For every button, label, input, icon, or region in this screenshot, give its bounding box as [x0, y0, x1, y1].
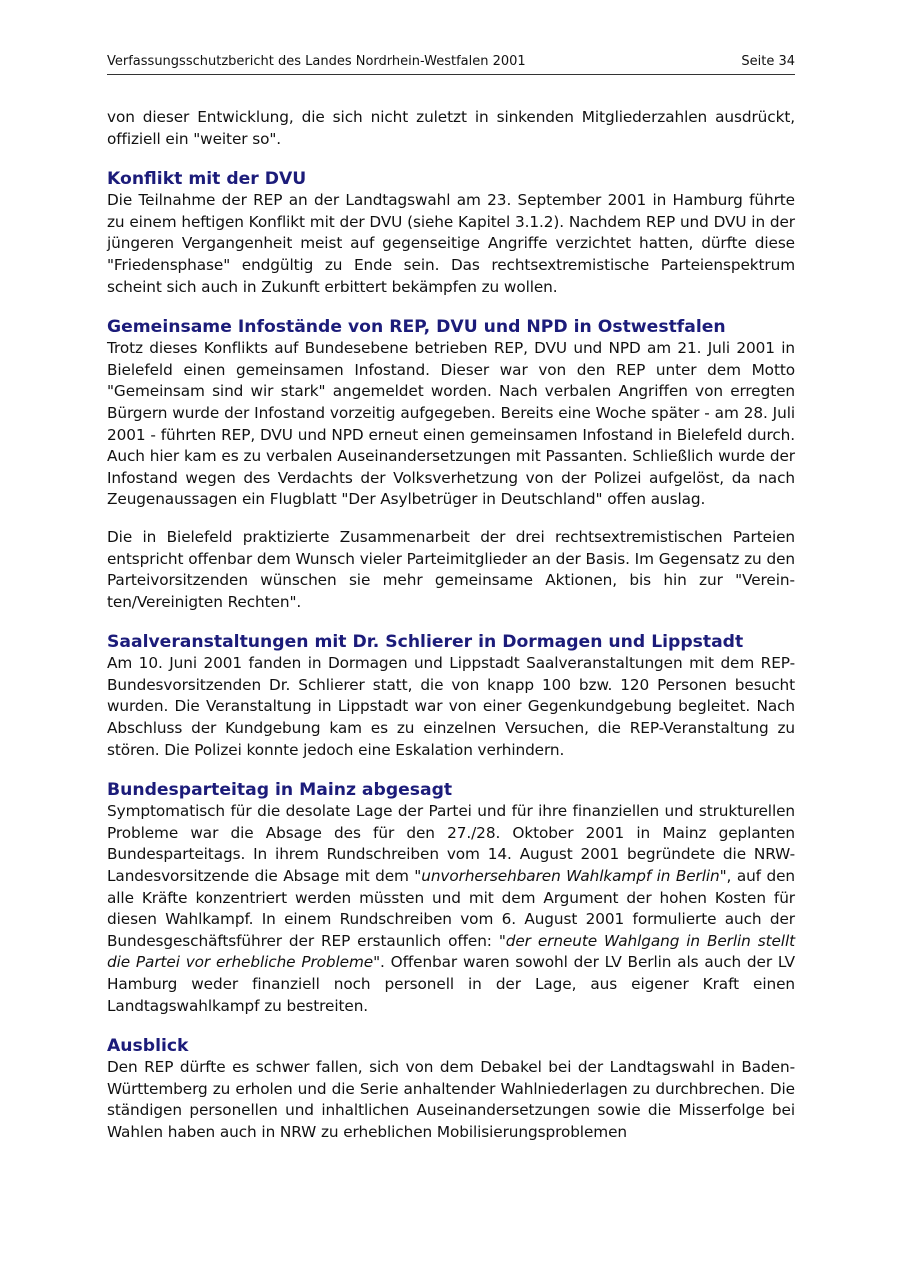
page-number: Seite 34 — [741, 54, 795, 69]
section-paragraph: Am 10. Juni 2001 fanden in Dormagen und Lippstadt Saalveranstaltungen mit dem REP-Bundesvorsitzenden Dr. Schlierer statt, die von knapp 100 bzw. 120 Personen besucht wurden. Die Veranstaltung in Lippstadt war von einer Gegenkundgebung begleitet. Nach Abschluss der Kundgebung kam es zu einzelnen Versuchen, die REP-Veranstaltung zu stören. Die Polizei konnte jedoch eine Eskalation verhindern. — [107, 654, 795, 759]
section-paragraph: Die Teilnahme der REP an der Landtagswahl am 23. September 2001 in Hamburg führte zu einem heftigen Konflikt mit der DVU (siehe Kapitel 3.1.2). Nachdem REP und DVU in der jüngeren Vergangenheit meist auf gegenseitige Angriffe verzichtet hatten, dürfte diese "Friedensphase" endgültig zu Ende sein. Das rechtsextremistische Parteienspektrum scheint sich auch in Zukunft erbittert bekämpfen zu wollen. — [107, 191, 795, 296]
intro-paragraph: von dieser Entwicklung, die sich nicht zuletzt in sinkenden Mitgliederzahlen ausdrückt, offiziell ein "weiter so". — [107, 108, 795, 148]
section-paragraph — [107, 801, 795, 1017]
section-paragraph: Die in Bielefeld praktizierte Zusammenarbeit der drei rechtsextremistischen Parteien entspricht offenbar dem Wunsch vieler Parteimitglieder an der Basis. Im Gegensatz zu den Parteivorsitzenden wünschen sie mehr gemeinsame Aktionen, bis hin zur "Vereinten/Vereinigten Rechten". — [107, 527, 795, 611]
text-run: ", auf den alle Kräfte konzentriert werden müssten und mit dem Argument der hohen Kosten für diesen Wahlkampf. In einem Rundschreiben vom 6. August 2001 formulierte auch der Bundesgeschäftsführer der REP erstaunlich offen: " — [107, 867, 795, 950]
section-heading-infostaende: Gemeinsame Infostände von REP, DVU und NPD in Ostwestfalen — [107, 317, 726, 338]
document-body — [107, 107, 795, 1144]
section-heading-ausblick: Ausblick — [107, 1036, 189, 1057]
section-heading-saalveranstaltungen: Saalveranstaltungen mit Dr. Schlierer in Dormagen und Lippstadt — [107, 632, 744, 653]
section-paragraph: Trotz dieses Konflikts auf Bundesebene betrieben REP, DVU und NPD am 21. Juli 2001 in Bielefeld einen gemeinsamen Infostand. Dieser war von den REP unter dem Motto "Gemeinsam sind wir stark" angemeldet worden. Nach verbalen Angriffen von erregten Bürgern wurde der Infostand vorzeitig aufgegeben. Bereits eine Woche später - am 28. Juli 2001 - führten REP, DVU und NPD erneut einen gemeinsamen Infostand in Bielefeld durch. Auch hier kam es zu verbalen Auseinandersetzungen mit Passanten. Schließlich wurde der Infostand wegen des Verdachts der Volksverhetzung von der Polizei aufgelöst, da nach Zeugenaussagen ein Flugblatt "Der Asylbetrüger in Deutschland" offen auslag. — [107, 339, 795, 509]
quote-italic: der erneute Wahlgang in Berlin stellt die Partei vor erhebliche Probleme — [107, 931, 795, 972]
quote-italic: unvorhersehbaren Wahlkampf in Berlin — [421, 867, 720, 886]
section-paragraph: Den REP dürfte es schwer fallen, sich von dem Debakel bei der Landtagswahl in Baden-Württemberg zu erholen und die Serie anhaltender Wahlniederlagen zu durchbrechen. Die ständigen personellen und inhaltlichen Auseinandersetzungen sowie die Misserfolge bei Wahlen haben auch in NRW zu erheblichen Mobilisierungsproblemen — [107, 1058, 795, 1141]
text-run: Symptomatisch für die desolate Lage der Partei und für ihre finanziellen und strukturellen Probleme war die Absage des für den 27./28. Oktober 2001 in Mainz geplanten Bundesparteitags. In ihrem Rundschreiben vom 14. August 2001 begründete die NRW-Landesvorsitzende die Absage mit dem " — [107, 802, 795, 886]
section-heading-bundesparteitag: Bundesparteitag in Mainz abgesagt — [107, 780, 453, 801]
section-heading-dvu-conflict: Konflikt mit der DVU — [107, 169, 307, 190]
document-title: Verfassungsschutzbericht des Landes Nordrhein-Westfalen 2001 — [107, 54, 526, 69]
text-run: ". Offenbar waren sowohl der LV Berlin als auch der LV Hamburg weder finanziell noch personell in der Lage, aus eigener Kraft einen Landtagswahlkampf zu bestreiten. — [107, 953, 795, 1015]
page-header — [107, 52, 795, 75]
